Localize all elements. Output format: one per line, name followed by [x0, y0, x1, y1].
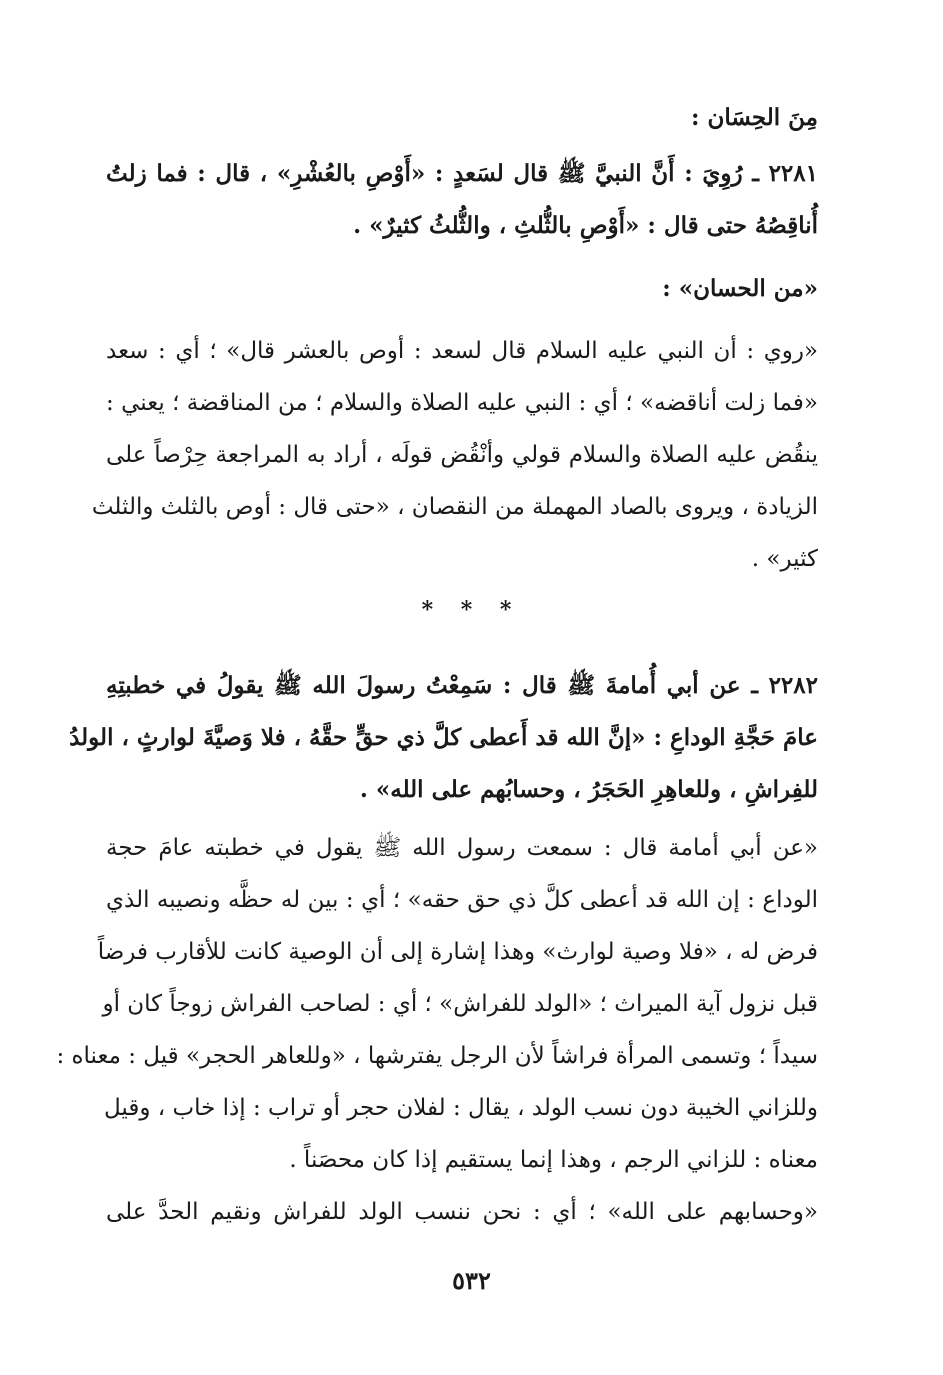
hadith-2282-line: للفِراشِ ، وللعاهِرِ الحَجَرُ ، وحسابُهم على الله» . — [359, 776, 818, 803]
hadith-2282 — [69, 660, 818, 816]
commentary-2281-line: ينقُض عليه الصلاة والسلام قولي وأنْقُض قولَه ، أراد به المراجعة حِرْصاً على — [106, 442, 818, 468]
commentary-2282-line: سيداً ؛ وتسمى المرأة فراشاً لأن الرجل يفترشها ، «وللعاهر الحجر» قيل : معناه : — [56, 1043, 818, 1069]
commentary-heading-hisan: «من الحسان» : — [662, 275, 818, 302]
page-number: ٥٣٢ — [452, 1266, 491, 1295]
commentary-2282-line: معناه : للزاني الرجم ، وهذا إنما يستقيم إذا كان محصَناً . — [289, 1147, 818, 1173]
commentary-2282 — [56, 822, 818, 1186]
hadith-2281 — [106, 148, 818, 252]
section-separator: * * * — [421, 597, 522, 623]
commentary-2282-line: «عن أبي أمامة قال : سمعت رسول الله ﷺ يقول في خطبته عامَ حجة — [106, 835, 818, 861]
commentary-2281-line: كثير» . — [751, 546, 818, 572]
commentary-final-line: «وحسابهم على الله» ؛ أي : نحن ننسب الولد للفراش ونقيم الحدَّ على — [106, 1199, 818, 1225]
commentary-2282-line: فرض له ، «فلا وصية لوارث» وهذا إشارة إلى أن الوصية كانت للأقارب فرضاً — [97, 939, 818, 965]
commentary-2282-line: قبل نزول آية الميراث ؛ «الولد للفراش» ؛ أي : لصاحب الفراش زوجاً كان أو — [102, 991, 818, 1017]
commentary-final — [106, 1186, 818, 1238]
commentary-2281 — [91, 325, 818, 585]
commentary-2281-line: الزيادة ، ويروى بالصاد المهملة من النقصان ، «حتى قال : أوص بالثلث والثلث — [91, 494, 818, 520]
hadith-2282-line: عامَ حَجَّةِ الوداعِ : «إنَّ الله قد أَعطى كلَّ ذي حقٍّ حقَّهُ ، فلا وَصيَّةَ لوارثٍ ، الولدُ — [69, 724, 818, 751]
commentary-2282-line: الوداع : إن الله قد أعطى كلَّ ذي حق حقه» ؛ أي : بين له حظَّه ونصيبه الذي — [106, 887, 818, 913]
commentary-2281-line: «فما زلت أناقضه» ؛ أي : النبي عليه الصلاة والسلام ؛ من المناقضة ؛ يعني : — [106, 390, 818, 416]
section-heading-hisan: مِنَ الحِسَان : — [691, 104, 818, 131]
hadith-2281-line: أُناقِصُهُ حتى قال : «أَوْصِ بالثُّلثِ ، والثُّلثُ كثيرٌ» . — [353, 212, 818, 239]
hadith-2281-line: ٢٢٨١ ـ رُوِيَ : أَنَّ النبيَّ ﷺ قال لسَعدٍ : «أَوْصِ بالعُشْرِ» ، قال : فما زلتُ — [106, 160, 818, 187]
commentary-2281-line: «روي : أن النبي عليه السلام قال لسعد : أوص بالعشر قال» ؛ أي : سعد — [106, 338, 818, 364]
commentary-2282-line: وللزاني الخيبة دون نسب الولد ، يقال : لفلان حجر أو تراب : إذا خاب ، وقيل — [103, 1095, 818, 1121]
hadith-2282-line: ٢٢٨٢ ـ عن أبي أُمامةَ ﷺ قال : سَمِعْتُ رسولَ الله ﷺ يقولُ في خطبتِهِ — [106, 672, 818, 699]
